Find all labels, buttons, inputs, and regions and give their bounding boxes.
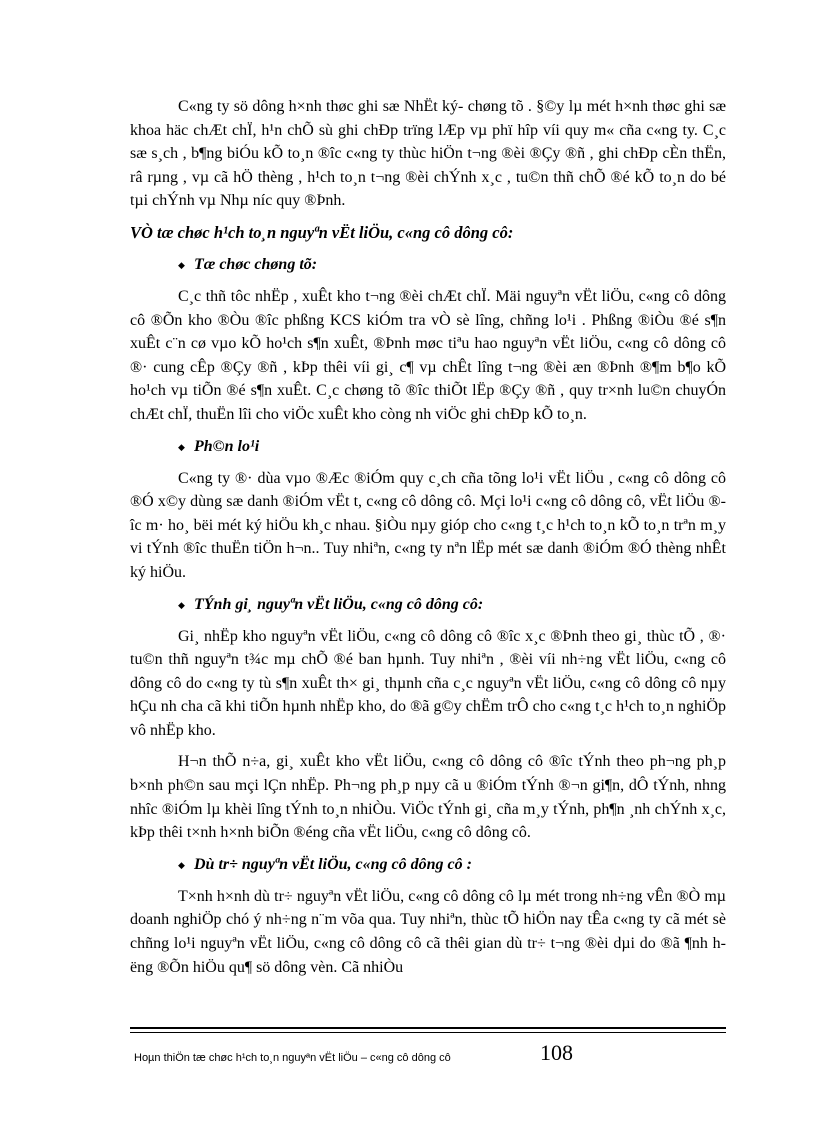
subheading-tinh-gia bbox=[178, 593, 726, 617]
footer-divider-thin bbox=[130, 1032, 726, 1033]
subheading-chung-tu bbox=[178, 253, 726, 277]
paragraph-chung-tu: C¸c thñ tôc nhËp , xuÊt kho t¬ng ®èi chÆt chÏ. Mäi nguyªn vËt liÖu, c«ng cô dông cô ®Õn kho ®Òu ®îc phßng KCS kiÓm tra vÒ sè lîng, chñng lo¹i . Phßng ®iÒu ®é s¶n xuÊt c¨n cø vµo kÕ ho¹ch s¶n xuÊt, ®Þnh møc tiªu hao nguyªn vËt liÖu, c«ng cô dông cô ®· cung cÊp ®Çy ®ñ , kÞp thêi víi gi¸ c¶ vµ chÊt lîng t¬ng ®èi æn ®Þnh ®¶m b¶o kÕ ho¹ch vµ tiÕn ®é s¶n xuÊt. C¸c chøng tõ ®îc thiÕt lËp ®Çy ®ñ , quy tr×nh lu©n chuyÓn chÆt chÏ, thuËn lîi cho viÖc xuÊt kho còng nh viÖc ghi chÐp kÕ to¸n. bbox=[130, 287, 726, 423]
paragraph-tinh-gia: Gi¸ nhËp kho nguyªn vËt liÖu, c«ng cô dông cô ®îc x¸c ®Þnh theo gi¸ thùc tÕ , ®· tu©n thñ nguyªn t¾c mµ chÕ ®é ban hµnh. Tuy nhiªn , ®èi víi nh÷ng vËt liÖu, c«ng cô dông cô do c«ng ty tù s¶n xuÊt th× gi¸ thµnh cña c¸c nguyªn vËt liÖu, c«ng cô dông cô nµy hÇu nh cha cã khi tiÕn hµnh nhËp kho, do ®ã g©y chËm trÔ cho c«ng t¸c h¹ch to¸n nghiÖp vô nhËp kho. bbox=[130, 627, 726, 739]
section-heading: VÒ tæ chøc h¹ch to¸n nguyªn vËt liÖu, c«ng cô dông cô: bbox=[130, 222, 514, 242]
document-body bbox=[130, 95, 726, 987]
diamond-bullet-icon: ◆ bbox=[178, 441, 185, 452]
subheading-phan-loai bbox=[178, 435, 726, 459]
subheading-label: Ph©n lo¹i bbox=[194, 437, 260, 455]
footer-divider bbox=[130, 1027, 726, 1029]
page-footer bbox=[134, 1040, 726, 1070]
diamond-bullet-icon: ◆ bbox=[178, 259, 185, 270]
subheading-du-tru bbox=[178, 853, 726, 877]
paragraph-gia-xuat-kho: H¬n thÕ n÷a, gi¸ xuÊt kho vËt liÖu, c«ng cô dông cô ®îc tÝnh theo ph¬ng ph¸p b×nh ph©n sau mçi lÇn nhËp. Ph¬ng ph¸p nµy cã u ®iÓm tÝnh ®¬n gi¶n, dÔ tÝnh, nhng nhîc ®iÓm lµ khèi lîng tÝnh to¸n nhiÒu. ViÖc tÝnh gi¸ cña m¸y tÝnh, ph¶n ¸nh chÝnh x¸c, kÞp thêi t×nh h×nh biÕn ®éng cña vËt liÖu, c«ng cô dông cô. bbox=[130, 753, 726, 842]
diamond-bullet-icon: ◆ bbox=[178, 859, 185, 870]
paragraph-phan-loai: C«ng ty ®· dùa vµo ®Æc ®iÓm quy c¸ch cña tõng lo¹i vËt liÖu , c«ng cô dông cô ®Ó x©y dùng sæ danh ®iÓm vËt t, c«ng cô dông cô. Mçi lo¹i c«ng cô dông cô, vËt liÖu ®îc m· ho¸ bëi mét ký hiÖu kh¸c nhau. §iÒu nµy gióp cho c«ng t¸c h¹ch to¸n kÕ to¸n trªn m¸y vi tÝnh ®îc thuËn tiÖn h¬n.. Tuy nhiªn, c«ng ty nªn lËp mét sæ danh ®iÓm ®Ó thèng nhÊt ký hiÖu. bbox=[130, 469, 726, 581]
diamond-bullet-icon: ◆ bbox=[178, 599, 185, 610]
paragraph-du-tru: T×nh h×nh dù tr÷ nguyªn vËt liÖu, c«ng cô dông cô lµ mét trong nh÷ng vÊn ®Ò mµ doanh nghiÖp chó ý nh÷ng n¨m võa qua. Tuy nhiªn, thùc tÕ hiÖn nay tÊa c«ng ty cã mét sè chñng lo¹i nguyªn vËt liÖu, c«ng cô dông cô cã thêi gian dù tr÷ t¬ng ®èi dµi do ®ã ¶nh hëng ®Õn hiÖu qu¶ sö dông vèn. Cã nhiÒu bbox=[130, 887, 726, 976]
subheading-label: Dù tr÷ nguyªn vËt liÖu, c«ng cô dông cô : bbox=[194, 855, 472, 873]
footer-title: Hoµn thiÖn tæ chøc h¹ch to¸n nguyªn vËt liÖu – c«ng cô dông cô bbox=[134, 1052, 451, 1064]
page-number: 108 bbox=[540, 1040, 573, 1065]
subheading-label: Tæ chøc chøng tõ: bbox=[194, 255, 318, 273]
subheading-label: TÝnh gi¸ nguyªn vËt liÖu, c«ng cô dông cô: bbox=[194, 595, 484, 613]
paragraph-intro: C«ng ty sö dông h×nh thøc ghi sæ NhËt ký- chøng tõ . §©y lµ mét h×nh thøc ghi sæ khoa häc chÆt chÏ, h¹n chÕ sù ghi chÐp trïng lÆp vµ phï hîp víi quy m« cña c«ng ty. C¸c sæ s¸ch , b¶ng biÓu kÕ to¸n ®îc c«ng ty thùc hiÖn t¬ng ®èi ®Çy ®ñ , ghi chÐp cÈn thËn, râ rµng , vµ cã hÖ thèng , h¹ch to¸n t¬ng ®èi chÝnh x¸c , tu©n thñ chÕ ®é kÕ to¸n do bé tµi chÝnh vµ Nhµ níc quy ®Þnh. bbox=[130, 98, 726, 210]
